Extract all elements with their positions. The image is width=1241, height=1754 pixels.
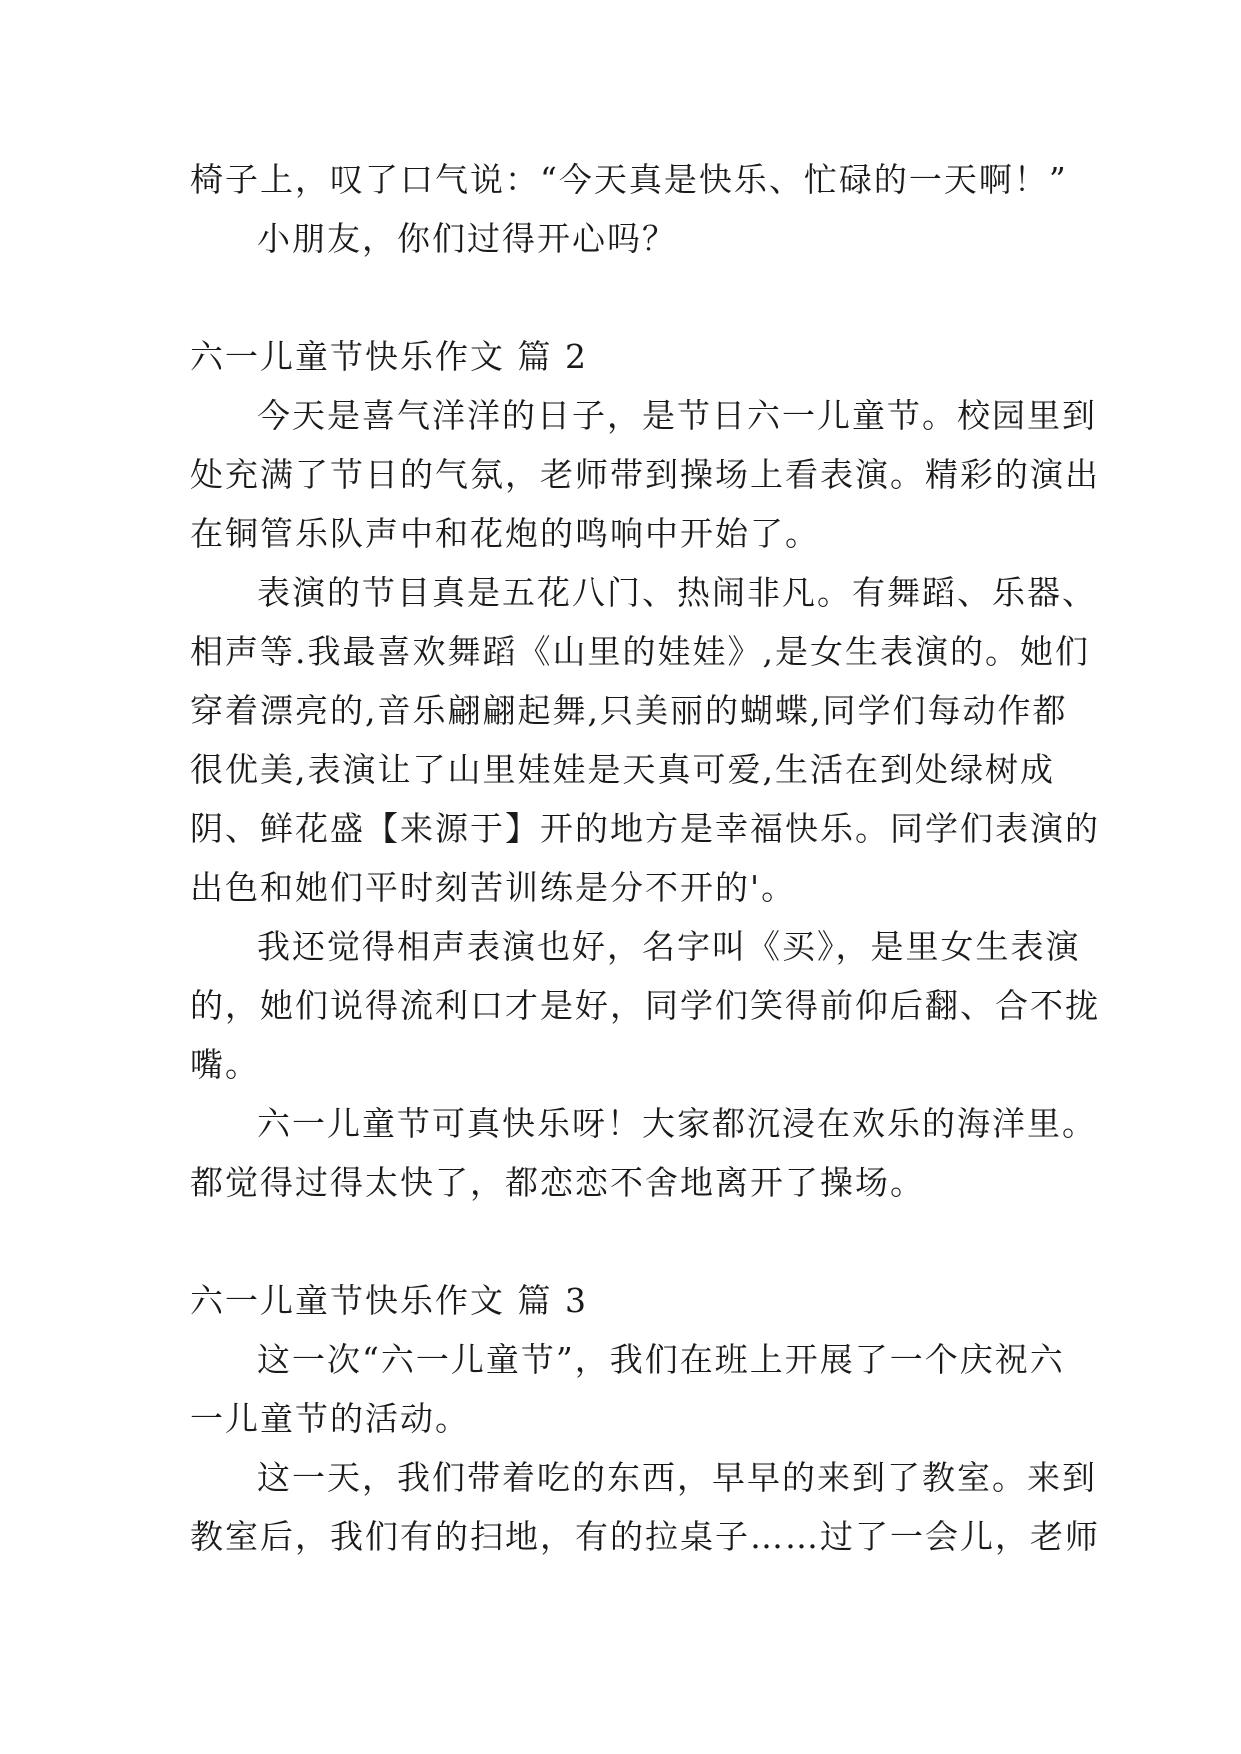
- text-line: 小朋友，你们过得开心吗？: [257, 219, 677, 258]
- text-line: 在铜管乐队声中和花炮的鸣响中开始了。: [190, 514, 820, 553]
- text-line: 六一儿童节可真快乐呀！大家都沉浸在欢乐的海洋里。: [257, 1104, 1097, 1143]
- text-line: 穿着漂亮的,音乐翩翩起舞,只美丽的蝴蝶,同学们每动作都: [190, 691, 1068, 730]
- text-line: 椅子上，叹了口气说：“今天真是快乐、忙碌的一天啊！”: [190, 160, 1068, 199]
- text-line: 教室后，我们有的扫地，有的拉桌子……过了一会儿，老师: [190, 1517, 1100, 1556]
- text-line: 都觉得过得太快了，都恋恋不舍地离开了操场。: [190, 1163, 925, 1202]
- text-line: 嘴。: [190, 1045, 260, 1084]
- paragraph-gap: [190, 1212, 1070, 1271]
- text-line: 的，她们说得流利口才是好，同学们笑得前仰后翻、合不拢: [190, 986, 1100, 1025]
- document-page: [190, 150, 1100, 1566]
- text-line: 表演的节目真是五花八门、热闹非凡。有舞蹈、乐器、: [257, 573, 1097, 612]
- text-line: 很优美,表演让了山里娃娃是天真可爱,生活在到处绿树成: [190, 750, 1055, 789]
- text-line: 这一天，我们带着吃的东西，早早的来到了教室。来到: [257, 1458, 1097, 1497]
- text-line: 今天是喜气洋洋的日子，是节日六一儿童节。校园里到: [257, 396, 1097, 435]
- text-line: 这一次“六一儿童节”，我们在班上开展了一个庆祝六: [257, 1340, 1065, 1379]
- text-line: 六一儿童节快乐作文 篇 2: [190, 337, 588, 376]
- text-line: 阴、鲜花盛【来源于】开的地方是幸福快乐。同学们表演的: [190, 809, 1100, 848]
- text-line: 六一儿童节快乐作文 篇 3: [190, 1281, 588, 1320]
- text-line: 处充满了节日的气氛，老师带到操场上看表演。精彩的演出: [190, 455, 1100, 494]
- text-line: 出色和她们平时刻苦训练是分不开的'。: [190, 868, 797, 907]
- text-line: 我还觉得相声表演也好，名字叫《买》，是里女生表演: [257, 927, 1081, 966]
- text-line: 一儿童节的活动。: [190, 1399, 470, 1438]
- paragraph-gap: [190, 268, 1070, 327]
- text-line: 相声等.我最喜欢舞蹈《山里的娃娃》,是女生表演的。她们: [190, 632, 1090, 671]
